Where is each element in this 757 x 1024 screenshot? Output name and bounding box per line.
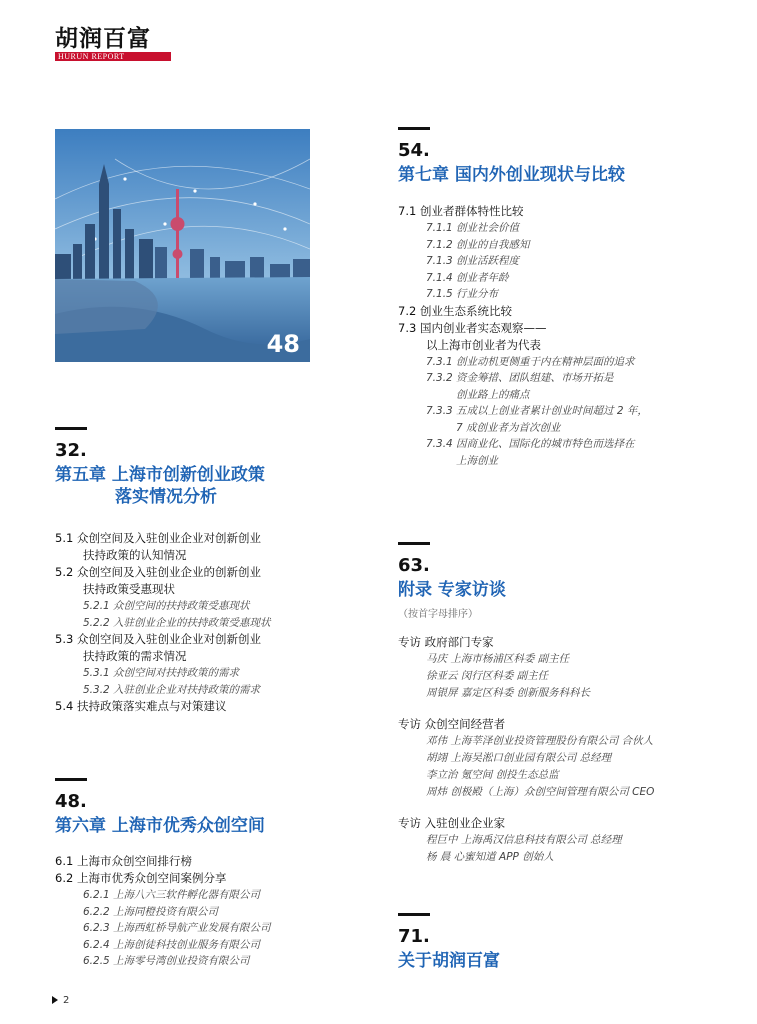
toc-subitem[interactable]: 5.3.1 众创空间对扶持政策的需求 — [83, 667, 240, 679]
section-63-header — [398, 542, 506, 620]
section-32-list — [55, 530, 271, 715]
section-54-header — [398, 127, 625, 186]
toc-subitem[interactable]: 创业路上的痛点 — [456, 388, 530, 401]
section-63-list — [398, 622, 654, 866]
section-54-list — [398, 203, 648, 469]
section-title: 第七章 国内外创业现状与比较 — [398, 165, 625, 185]
toc-subitem[interactable]: 5.2.2 入驻创业企业的扶持政策受惠现状 — [83, 616, 271, 629]
toc-item[interactable]: 扶持政策的需求情况 — [83, 649, 187, 663]
interviewee: 程巨中 上海禹汉信息科技有限公司 总经理 — [426, 834, 622, 846]
section-rule — [398, 542, 430, 545]
toc-subitem[interactable]: 7.1.5 行业分布 — [426, 288, 499, 300]
page-footer — [52, 995, 69, 1006]
logo-en-text: HURUN REPORT — [55, 52, 171, 61]
section-48-list — [55, 853, 271, 970]
toc-subitem[interactable]: 6.2.1 上海八六三软件孵化器有限公司 — [83, 889, 261, 901]
section-title: 第五章 上海市创新创业政策 — [55, 465, 265, 485]
toc-subitem[interactable]: 6.2.4 上海创徒科技创业服务有限公司 — [83, 938, 261, 951]
toc-subitem[interactable]: 5.2.1 众创空间的扶持政策受惠现状 — [83, 600, 250, 612]
toc-subitem[interactable]: 7.3.4 因商业化、国际化的城市特色而选择在 — [426, 438, 635, 450]
toc-item[interactable]: 6.1 上海市众创空间排行榜 — [55, 854, 192, 868]
section-rule — [55, 778, 87, 781]
section-48-header — [55, 778, 265, 837]
interviewee: 邓伟 上海莘泽创业投资管理股份有限公司 合伙人 — [426, 735, 654, 747]
interviewee: 周银屏 嘉定区科委 创新服务科科长 — [426, 687, 591, 699]
section-rule — [55, 427, 87, 430]
section-page-number: 54. — [398, 140, 430, 161]
interviewee: 胡翊 上海吴淞口创业园有限公司 总经理 — [426, 752, 612, 764]
toc-subitem[interactable]: 6.2.3 上海西虹桥导航产业发展有限公司 — [83, 922, 271, 934]
toc-subitem[interactable]: 7 成创业者为首次创业 — [456, 421, 561, 434]
toc-subitem[interactable]: 7.3.1 创业动机更侧重于内在精神层面的追求 — [426, 355, 635, 368]
section-page-number: 71. — [398, 926, 430, 947]
triangle-icon — [52, 996, 58, 1004]
toc-subitem[interactable]: 6.2.5 上海零号湾创业投资有限公司 — [83, 955, 250, 967]
section-subtitle: （按首字母排序） — [398, 609, 478, 620]
logo-cn-text: 胡润百富 — [55, 26, 151, 52]
section-rule — [398, 913, 430, 916]
toc-subitem[interactable]: 7.3.3 五成以上创业者累计创业时间超过 2 年， — [426, 405, 648, 417]
interviewee: 杨 晨 心蜜知道 APP 创始人 — [426, 851, 554, 863]
section-page-number: 63. — [398, 555, 430, 576]
toc-subitem[interactable]: 7.3.2 资金筹措、团队组建、市场开拓是 — [426, 372, 614, 384]
page-number: 2 — [63, 995, 70, 1006]
section-title: 附录 专家访谈 — [398, 580, 506, 600]
toc-item[interactable]: 5.2 众创空间及入驻创业企业的创新创业 — [55, 565, 261, 579]
interview-group-heading[interactable]: 专访 入驻创业企业家 — [398, 816, 506, 830]
section-title[interactable]: 关于胡润百富 — [398, 951, 500, 971]
section-rule — [398, 127, 430, 130]
toc-item[interactable]: 7.1 创业者群体特性比较 — [398, 204, 524, 218]
section-title: 第六章 上海市优秀众创空间 — [55, 816, 265, 836]
toc-subitem[interactable]: 7.1.1 创业社会价值 — [426, 222, 520, 234]
toc-item[interactable]: 5.4 扶持政策落实难点与对策建议 — [55, 699, 227, 713]
toc-subitem[interactable]: 7.1.4 创业者年龄 — [426, 271, 509, 284]
toc-item[interactable]: 7.2 创业生态系统比较 — [398, 303, 512, 318]
toc-subitem[interactable]: 5.3.2 入驻创业企业对扶持政策的需求 — [83, 683, 261, 696]
toc-subitem[interactable]: 6.2.2 上海同橙投资有限公司 — [83, 905, 219, 918]
toc-item[interactable]: 5.3 众创空间及入驻创业企业对创新创业 — [55, 632, 261, 646]
interviewee: 马庆 上海市杨浦区科委 副主任 — [426, 653, 570, 665]
toc-item[interactable]: 5.1 众创空间及入驻创业企业对创新创业 — [55, 531, 261, 545]
section-32-header — [55, 427, 265, 508]
interviewee: 徐亚云 闵行区科委 副主任 — [426, 670, 549, 682]
toc-item[interactable]: 7.3 国内创业者实态观察—— — [398, 320, 547, 335]
section-page-number: 32. — [55, 440, 87, 461]
toc-item[interactable]: 扶持政策的认知情况 — [83, 548, 187, 562]
toc-subitem[interactable]: 7.1.2 创业的自我感知 — [426, 238, 530, 251]
section-page-number: 48. — [55, 791, 87, 812]
section-title-line2: 落实情况分析 — [115, 487, 217, 507]
interviewee: 李立治 氪空间 创投生态总监 — [426, 769, 559, 781]
section-71-header — [398, 913, 500, 972]
brand-logo — [55, 27, 171, 61]
toc-item[interactable]: 以上海市创业者为代表 — [426, 337, 541, 352]
city-skyline-photo — [55, 129, 310, 362]
toc-item[interactable]: 扶持政策受惠现状 — [83, 582, 175, 596]
toc-subitem[interactable]: 7.1.3 创业活跃程度 — [426, 255, 520, 267]
interview-group-heading[interactable]: 专访 众创空间经营者 — [398, 717, 506, 731]
toc-subitem[interactable]: 上海创业 — [456, 454, 498, 467]
photo-page-number: 48 — [266, 330, 300, 358]
toc-item[interactable]: 6.2 上海市优秀众创空间案例分享 — [55, 871, 227, 885]
interview-group-heading[interactable]: 专访 政府部门专家 — [398, 635, 494, 649]
interviewee: 周炜 创极殿（上海）众创空间管理有限公司 CEO — [426, 786, 655, 798]
